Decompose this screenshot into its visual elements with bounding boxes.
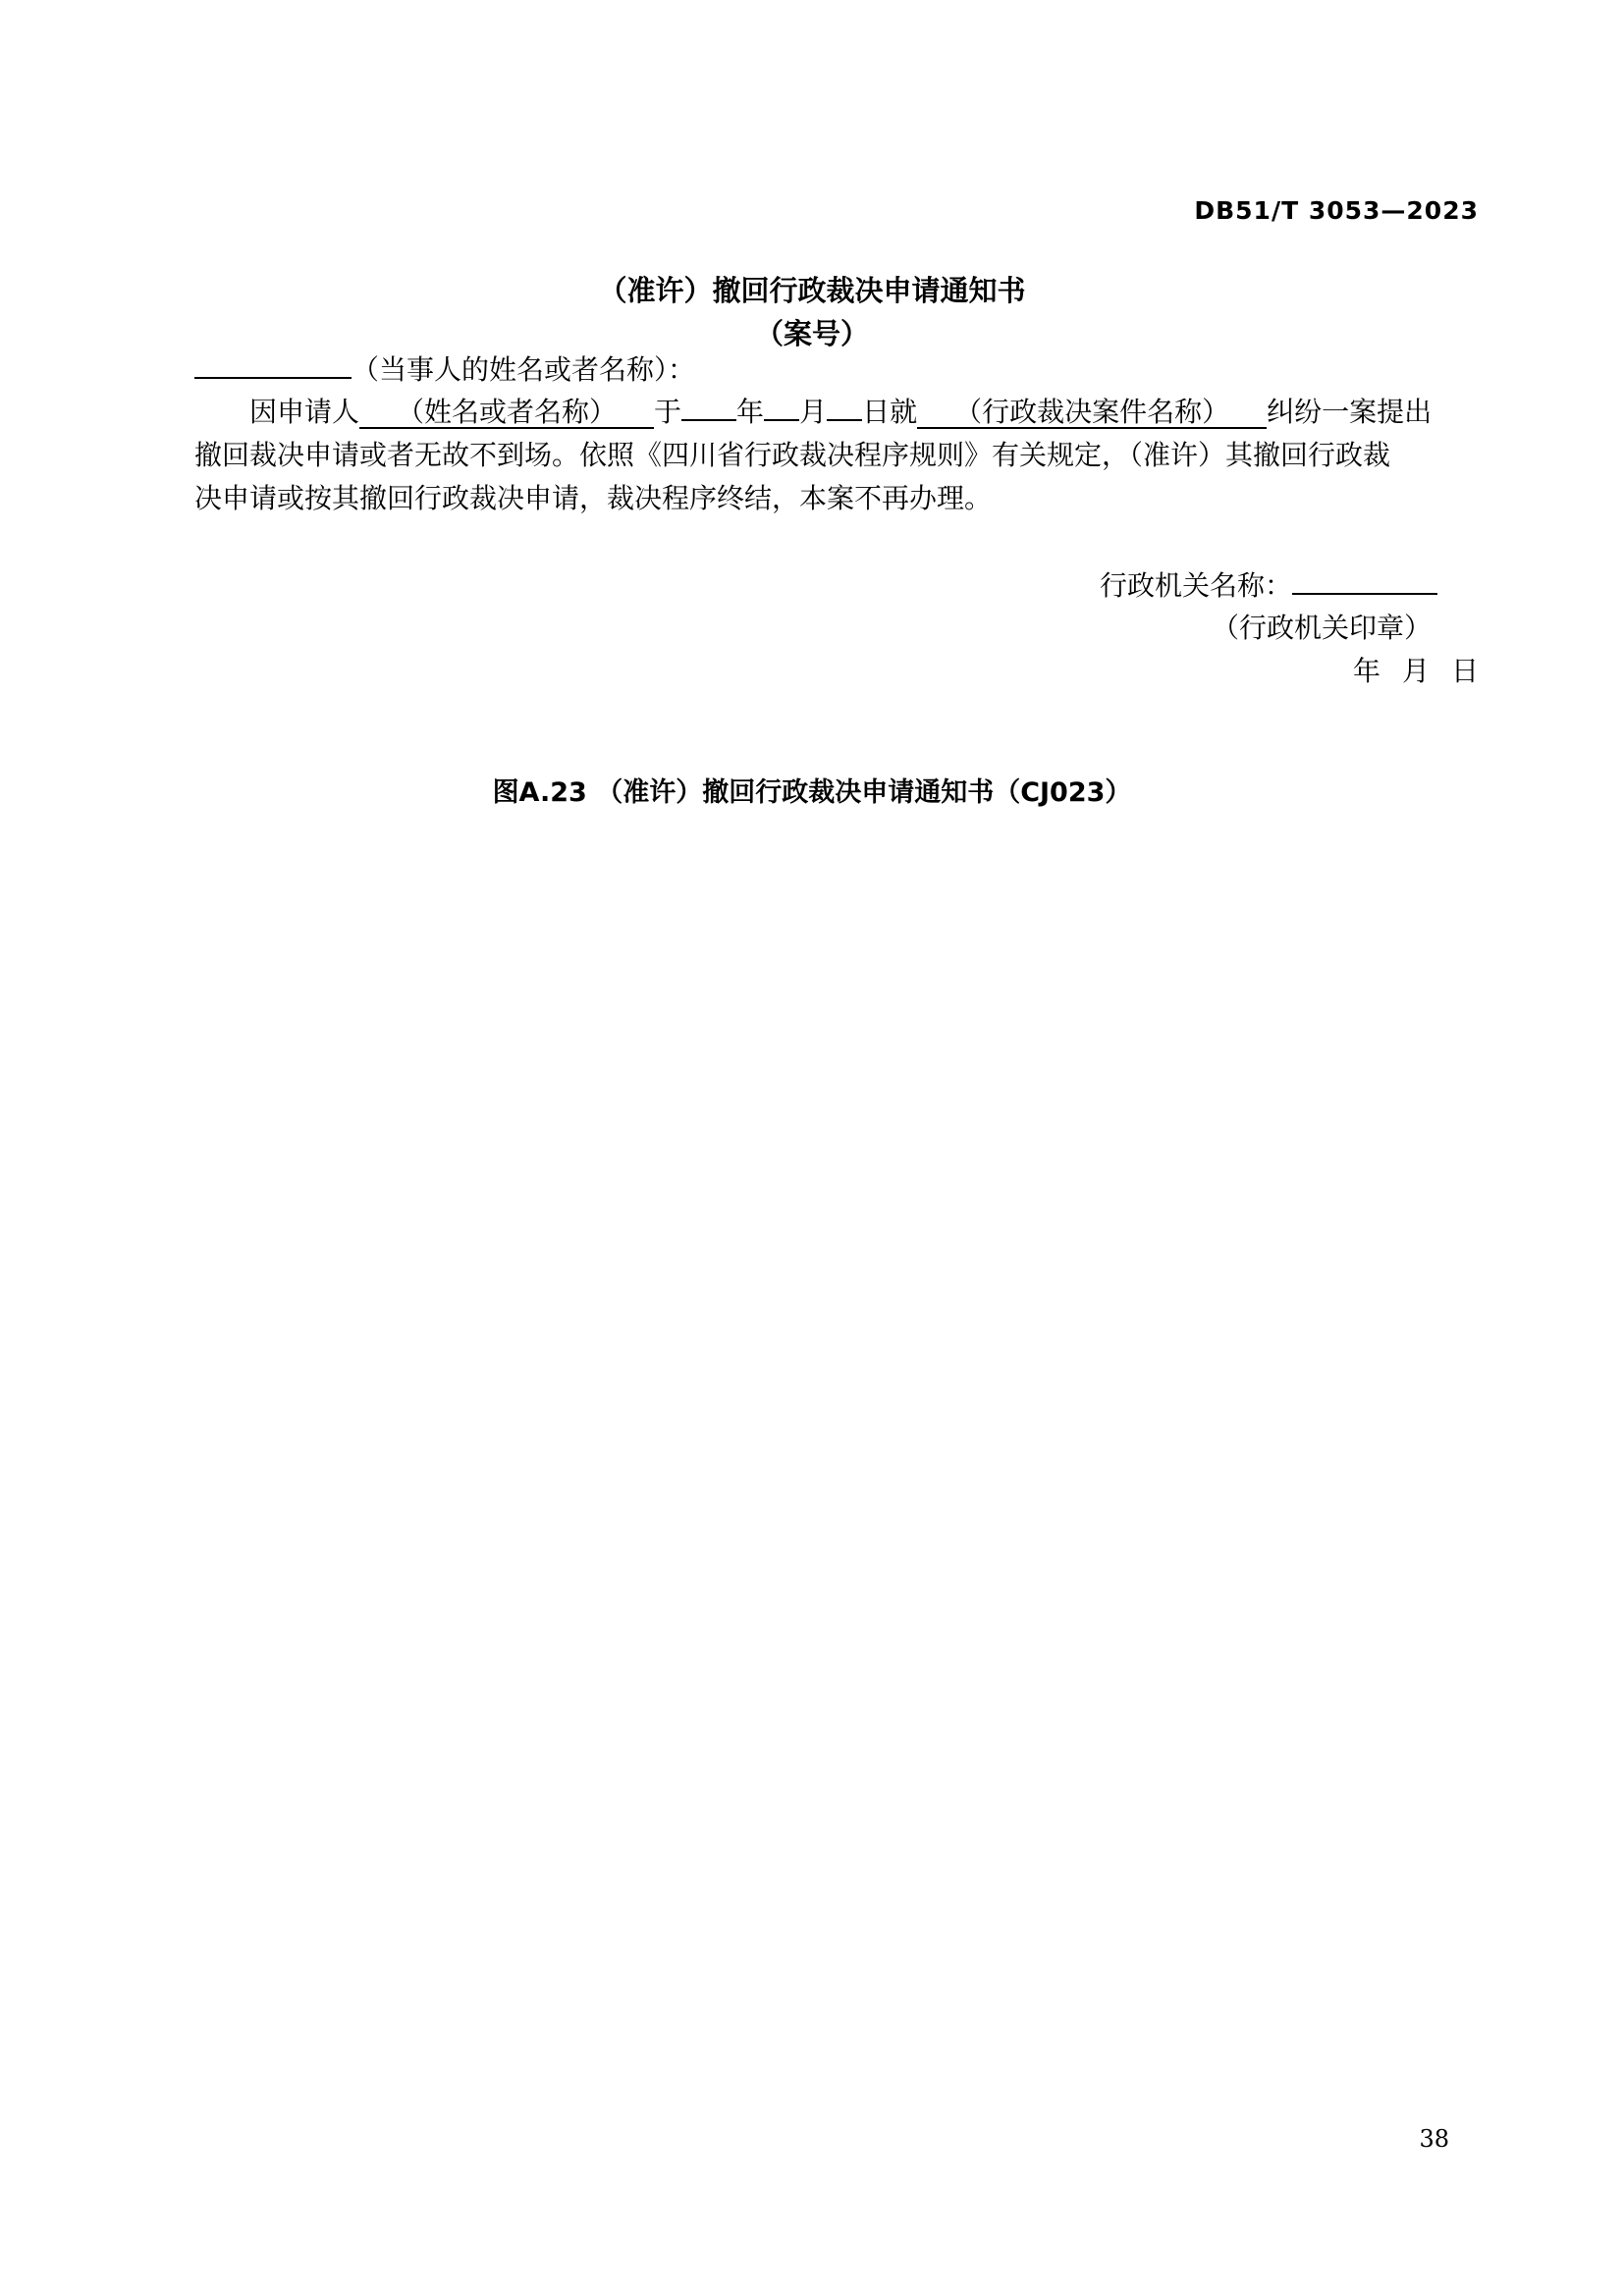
signature-date xyxy=(1353,652,1479,691)
month-blank xyxy=(764,392,799,421)
body-month: 月 xyxy=(799,396,828,428)
body-line-3: 决申请或按其撤回行政裁决申请，裁决程序终结，本案不再办理。 xyxy=(194,482,993,514)
body-year: 年 xyxy=(736,396,765,428)
page-number: 38 xyxy=(1419,2125,1449,2153)
document-title: （准许）撤回行政裁决申请通知书 xyxy=(598,274,1026,307)
case-number: （案号） xyxy=(754,317,869,350)
body-suffix: 纠纷一案提出 xyxy=(1267,396,1433,428)
recipient-line xyxy=(194,349,695,390)
authority-label: 行政机关名称： xyxy=(1099,569,1292,602)
standard-code: DB51/T 3053—2023 xyxy=(1194,196,1479,225)
recipient-blank xyxy=(194,349,352,379)
day-blank xyxy=(827,392,862,421)
authority-name-line xyxy=(1100,565,1437,606)
date-month: 月 xyxy=(1401,655,1430,687)
body-day-on: 日就 xyxy=(862,396,918,428)
body-line-1 xyxy=(249,392,1432,432)
date-day: 日 xyxy=(1450,655,1479,687)
body-line-2: 撤回裁决申请或者无故不到场。依照《四川省行政裁决程序规则》有关规定，（准许）其撤回行政裁 xyxy=(194,439,1391,471)
body-prefix: 因申请人 xyxy=(249,396,360,428)
year-blank xyxy=(681,392,736,421)
date-year: 年 xyxy=(1352,655,1380,687)
authority-blank xyxy=(1292,565,1437,595)
recipient-note: （当事人的姓名或者名称）： xyxy=(352,353,696,386)
figure-caption: 图A.23 （准许）撤回行政裁决申请通知书（CJ023） xyxy=(492,777,1132,808)
applicant-placeholder: （姓名或者名称） xyxy=(359,398,654,429)
body-on: 于 xyxy=(654,396,682,428)
case-placeholder: （行政裁决案件名称） xyxy=(917,398,1267,429)
seal-note: （行政机关印章） xyxy=(1211,612,1432,644)
